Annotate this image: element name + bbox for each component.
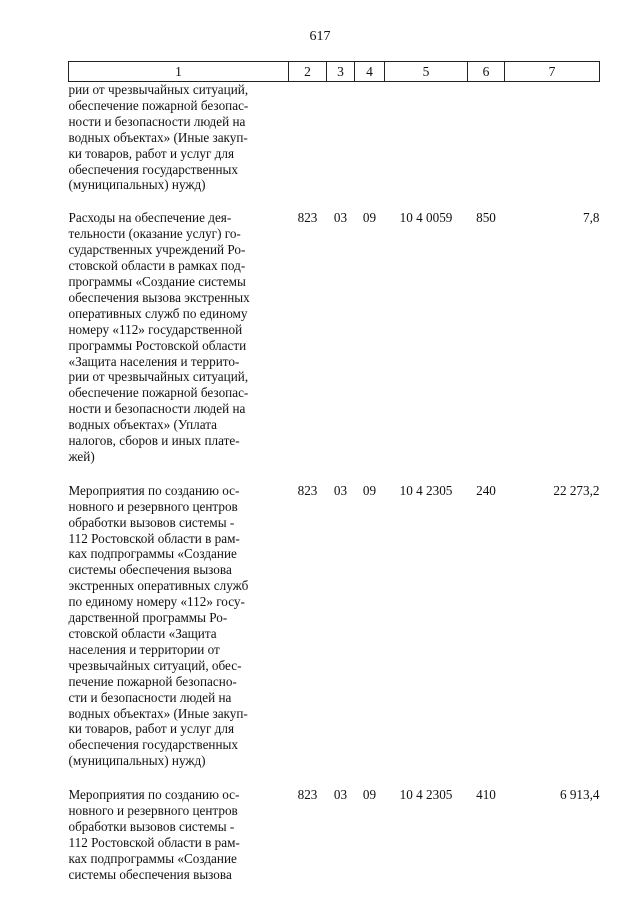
text-line: Мероприятия по созданию ос- bbox=[68, 482, 240, 498]
text-line: налогов, сборов и иных плате- bbox=[68, 433, 240, 449]
subsection-code: 09 bbox=[362, 787, 377, 803]
text-line: дарственной программы Ро- bbox=[68, 610, 228, 626]
table-row bbox=[69, 210, 600, 483]
text-line: чрезвычайных ситуаций, обес- bbox=[68, 657, 242, 673]
text-line: программы Ростовской области bbox=[68, 337, 247, 353]
section-code: 03 bbox=[333, 210, 348, 226]
expense-type-code: 850 bbox=[476, 210, 496, 226]
table-header-row bbox=[69, 62, 600, 82]
amount-value: 6 913,4 bbox=[559, 787, 600, 803]
target-article-code: 10 4 2305 bbox=[399, 787, 453, 803]
text-line: обеспечение пожарной безопас- bbox=[68, 385, 249, 401]
text-line: Расходы на обеспечение дея- bbox=[68, 210, 232, 226]
text-line: Мероприятия по созданию ос- bbox=[68, 787, 240, 803]
target-article-code: 10 4 2305 bbox=[399, 482, 453, 498]
text-line: обеспечение пожарной безопас- bbox=[68, 97, 249, 113]
text-line: обеспечения государственных bbox=[68, 161, 238, 177]
text-line: (муниципальных) нужд) bbox=[68, 177, 206, 193]
amount-value: 7,8 bbox=[583, 210, 600, 226]
text-line: 112 Ростовской области в рам- bbox=[68, 530, 240, 546]
row-description bbox=[69, 787, 289, 882]
column-header: 1 bbox=[69, 62, 289, 82]
text-line: ки товаров, работ и услуг для bbox=[68, 721, 235, 737]
text-line: номеру «112» государственной bbox=[68, 321, 243, 337]
text-line: (муниципальных) нужд) bbox=[68, 753, 206, 769]
table-row bbox=[69, 483, 600, 787]
row-description bbox=[69, 210, 289, 483]
text-line: рии от чрезвычайных ситуаций, bbox=[68, 82, 249, 97]
row-description bbox=[69, 483, 289, 787]
column-header: 6 bbox=[468, 62, 505, 82]
target-article-code: 10 4 0059 bbox=[399, 210, 453, 226]
text-line: по единому номеру «112» госу- bbox=[68, 594, 245, 610]
text-line: ки товаров, работ и услуг для bbox=[68, 145, 235, 161]
text-line: новного и резервного центров bbox=[68, 498, 238, 514]
text-line: ках подпрограммы «Создание bbox=[68, 850, 237, 866]
text-line: рии от чрезвычайных ситуаций, bbox=[68, 369, 249, 385]
text-line: «Защита населения и террито- bbox=[68, 353, 240, 369]
amount-value: 22 273,2 bbox=[553, 482, 600, 498]
column-header: 5 bbox=[385, 62, 468, 82]
text-line: стовской области в рамках под- bbox=[68, 258, 246, 274]
column-header: 3 bbox=[327, 62, 355, 82]
text-line: ности и безопасности людей на bbox=[68, 113, 246, 129]
budget-table bbox=[68, 61, 600, 883]
ministry-code: 823 bbox=[297, 787, 318, 803]
text-line: обеспечения государственных bbox=[68, 737, 238, 753]
ministry-code: 823 bbox=[297, 482, 318, 498]
subsection-code: 09 bbox=[362, 210, 377, 226]
text-line: программы «Создание системы bbox=[68, 273, 246, 289]
text-line: печение пожарной безопасно- bbox=[68, 673, 237, 689]
text-line: оперативных служб по единому bbox=[68, 305, 248, 321]
text-line: ках подпрограммы «Создание bbox=[68, 546, 237, 562]
text-line: водных объектах» (Иные закуп- bbox=[68, 129, 248, 145]
subsection-code: 09 bbox=[362, 482, 377, 498]
table-row bbox=[69, 787, 600, 882]
text-line: экстренных оперативных служб bbox=[68, 578, 249, 594]
text-line: жей) bbox=[68, 448, 95, 464]
text-line: 112 Ростовской области в рам- bbox=[68, 834, 240, 850]
column-header: 2 bbox=[289, 62, 327, 82]
expense-type-code: 240 bbox=[476, 482, 496, 498]
text-line: системы обеспечения вызова bbox=[68, 562, 232, 578]
ministry-code: 823 bbox=[297, 210, 318, 226]
text-line: сударственных учреждений Ро- bbox=[68, 242, 246, 258]
column-header: 7 bbox=[505, 62, 600, 82]
section-code: 03 bbox=[333, 482, 348, 498]
text-line: тельности (оказание услуг) го- bbox=[68, 226, 241, 242]
text-line: стовской области «Защита bbox=[68, 626, 217, 641]
text-line: водных объектах» (Уплата bbox=[68, 417, 218, 433]
text-line: обработки вызовов системы - bbox=[68, 514, 235, 530]
row-description bbox=[69, 82, 289, 211]
column-header: 4 bbox=[355, 62, 385, 82]
table-body bbox=[69, 82, 600, 883]
expense-type-code: 410 bbox=[476, 787, 496, 803]
text-line: новного и резервного центров bbox=[68, 803, 238, 819]
text-line: системы обеспечения вызова bbox=[68, 866, 232, 882]
text-line: ности и безопасности людей на bbox=[68, 401, 246, 417]
page-number: 617 bbox=[309, 29, 331, 44]
text-line: водных объектах» (Иные закуп- bbox=[68, 705, 248, 721]
text-line: населения и территории от bbox=[68, 641, 220, 657]
text-line: сти и безопасности людей на bbox=[68, 689, 232, 705]
text-line: обработки вызовов системы - bbox=[68, 818, 235, 834]
text-line: обеспечения вызова экстренных bbox=[68, 289, 250, 305]
table-row-continued bbox=[69, 82, 600, 211]
section-code: 03 bbox=[333, 787, 348, 803]
